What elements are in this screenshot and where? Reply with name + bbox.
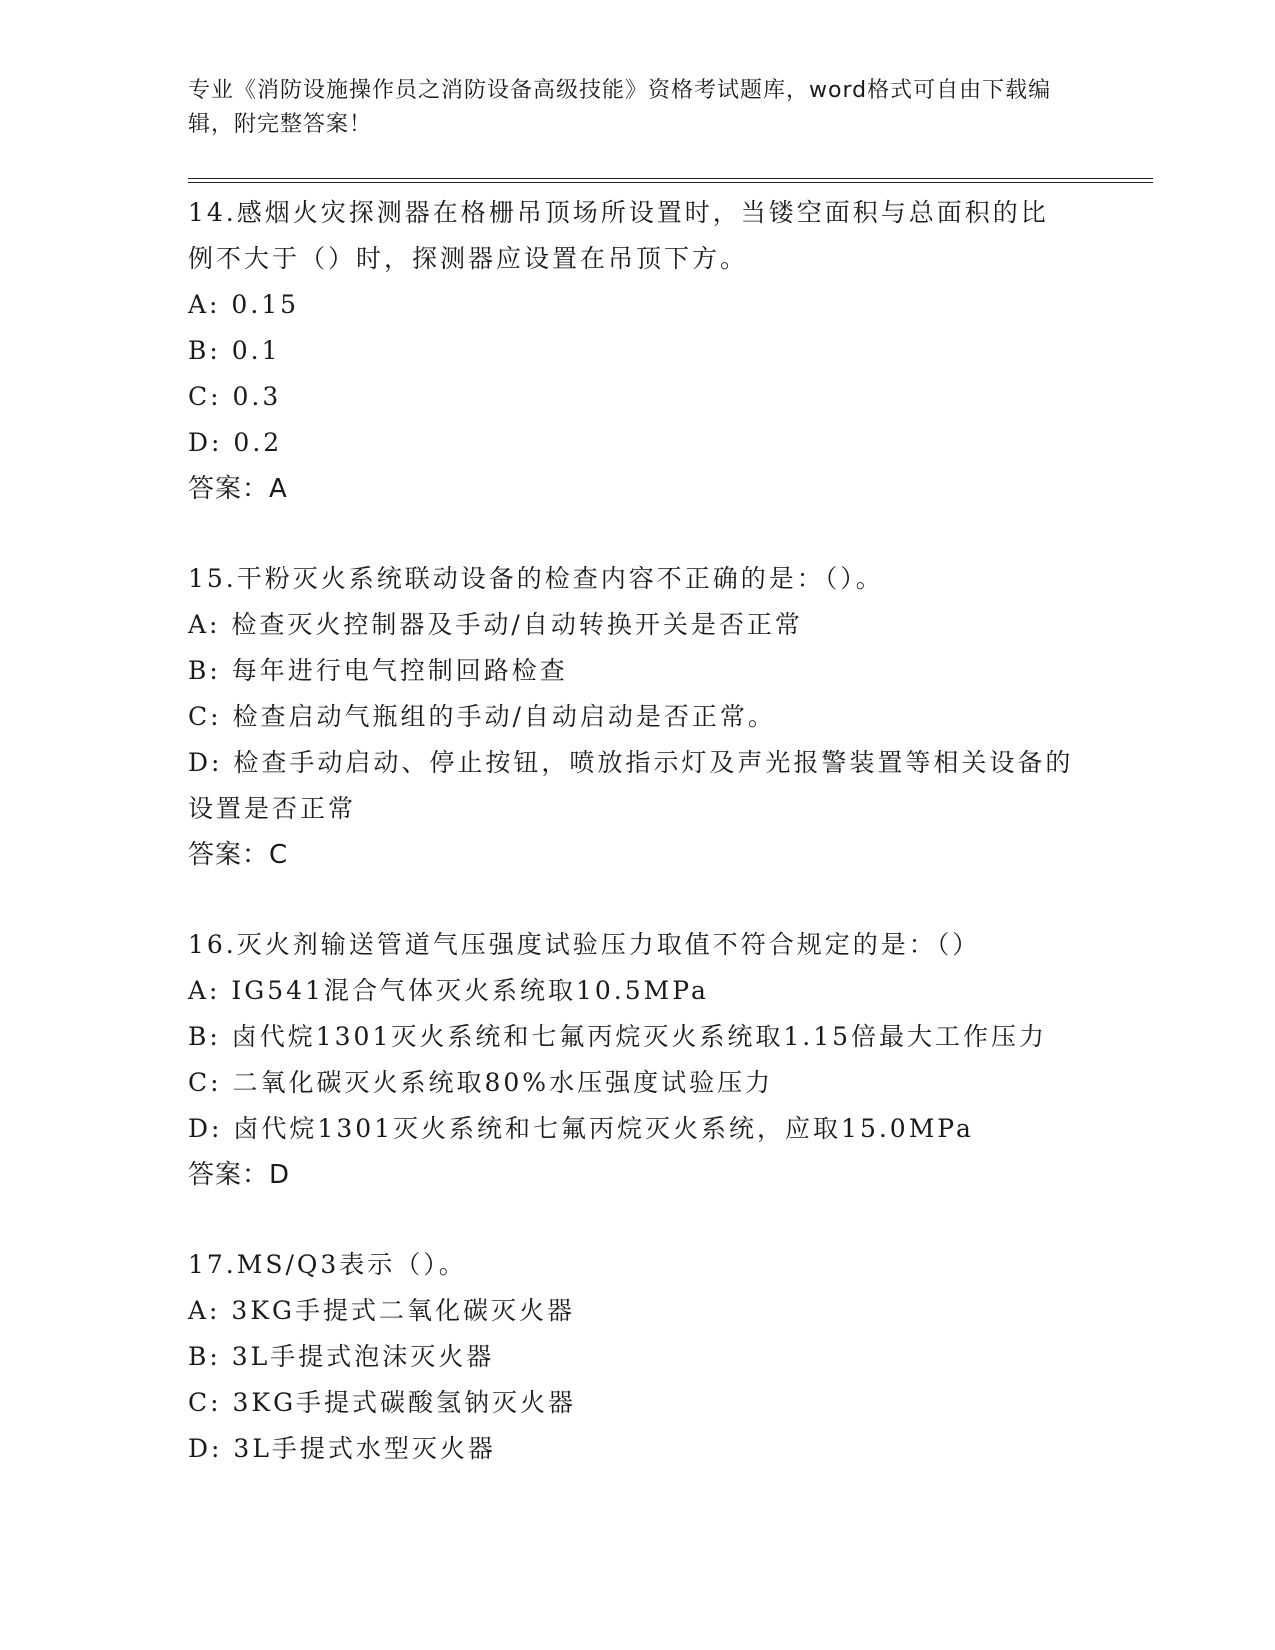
question-14 (188, 190, 1088, 512)
option-c: C: 0.3 (188, 382, 282, 411)
question-text: 17.MS/Q3表示（）。 (188, 1250, 467, 1279)
header-divider-top (188, 178, 1153, 179)
header-divider-bottom (188, 182, 1153, 183)
option-c: C: 检查启动气瓶组的手动/自动启动是否正常。 (188, 702, 776, 731)
question-15 (188, 556, 1088, 878)
option-b: B: 0.1 (188, 336, 281, 365)
option-a: A: 检查灭火控制器及手动/自动转换开关是否正常 (188, 610, 803, 639)
answer: 答案：C (188, 840, 289, 870)
question-list (188, 190, 1088, 1516)
option-b: B: 3L手提式泡沫灭火器 (188, 1342, 495, 1371)
question-16 (188, 922, 1088, 1198)
header-note: 专业《消防设施操作员之消防设备高级技能》资格考试题库，word格式可自由下载编辑，附完整答案！ (188, 78, 1052, 137)
question-17 (188, 1242, 1088, 1472)
option-b: B: 卤代烷1301灭火系统和七氟丙烷灭火系统取1.15倍最大工作压力 (188, 1022, 1048, 1051)
option-c: C: 3KG手提式碳酸氢钠灭火器 (188, 1388, 577, 1417)
question-text: 15.干粉灭火系统联动设备的检查内容不正确的是：（）。 (188, 564, 884, 593)
option-b: B: 每年进行电气控制回路检查 (188, 656, 568, 685)
question-text: 16.灭火剂输送管道气压强度试验压力取值不符合规定的是：（） (188, 930, 981, 959)
answer: 答案：A (188, 474, 288, 504)
option-d: D: 检查手动启动、停止按钮，喷放指示灯及声光报警装置等相关设备的设置是否正常 (188, 748, 1074, 823)
option-a: A: 0.15 (188, 290, 300, 319)
answer: 答案：D (188, 1160, 291, 1190)
option-d: D: 3L手提式水型灭火器 (188, 1434, 496, 1463)
option-a: A: IG541混合气体灭火系统取10.5MPa (188, 976, 709, 1005)
option-d: D: 卤代烷1301灭火系统和七氟丙烷灭火系统，应取15.0MPa (188, 1114, 974, 1143)
option-a: A: 3KG手提式二氧化碳灭火器 (188, 1296, 575, 1325)
option-d: D: 0.2 (188, 428, 283, 457)
question-text: 14.感烟火灾探测器在格栅吊顶场所设置时，当镂空面积与总面积的比例不大于（）时，探测器应设置在吊顶下方。 (188, 198, 1049, 273)
option-c: C: 二氧化碳灭火系统取80%水压强度试验压力 (188, 1068, 774, 1097)
